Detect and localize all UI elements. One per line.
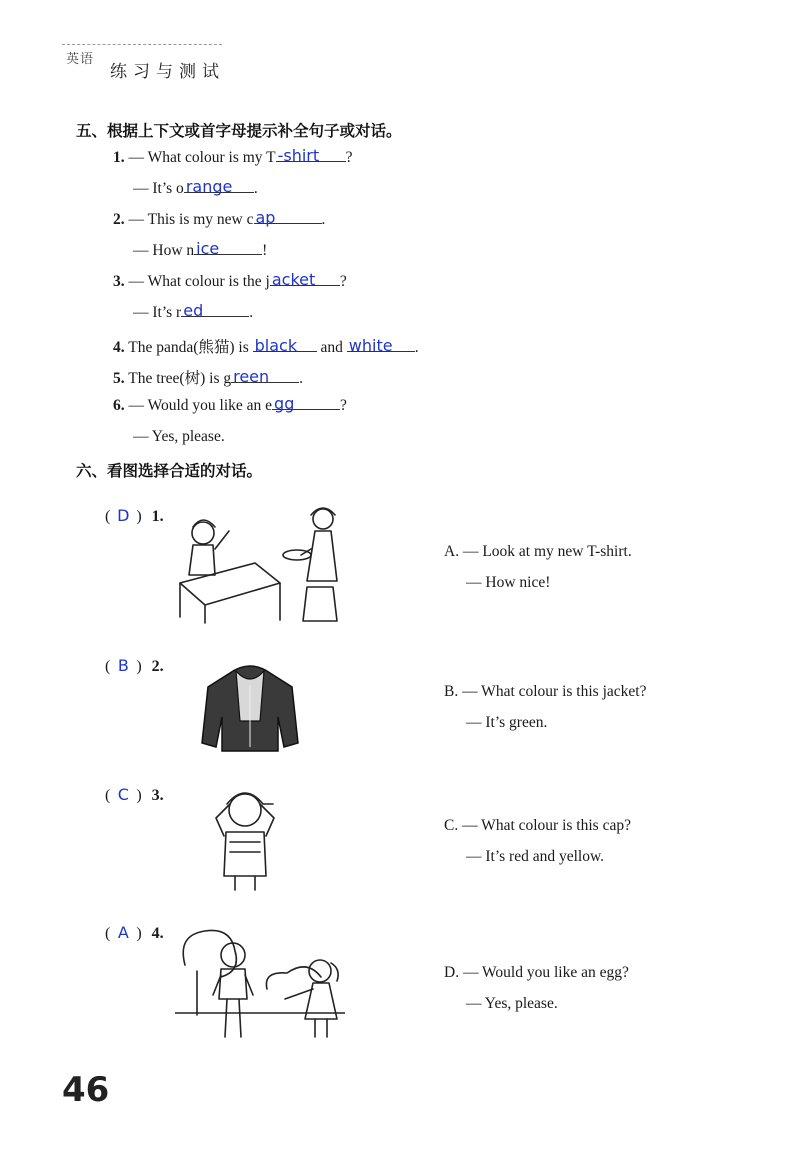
q2-blank-a[interactable]: ap: [254, 223, 322, 224]
q1-line-a: 1. — What colour is my T -shirt ?: [113, 146, 353, 166]
picture-table-plate-scene: [175, 505, 355, 625]
q3-blank-b[interactable]: ed: [181, 316, 249, 317]
q6-line-a: 6. — Would you like an e gg ?: [113, 394, 347, 414]
choice-1-answer[interactable]: D: [117, 506, 130, 525]
q3-line-a: 3. — What colour is the j acket ?: [113, 270, 347, 290]
option-d-line1: D. — Would you like an egg?: [444, 964, 629, 981]
choice-4: ( A ) 4.: [105, 923, 164, 942]
choice-4-answer[interactable]: A: [117, 923, 129, 942]
q4-blank-1[interactable]: black: [253, 351, 317, 352]
q1-blank-a[interactable]: -shirt: [276, 161, 346, 162]
q5-line: 5. The tree(树) is g reen .: [113, 367, 303, 387]
option-a-line2: — How nice!: [466, 574, 551, 591]
q6-line-b: — Yes, please.: [133, 428, 225, 445]
q2-line-a: 2. — This is my new c ap .: [113, 208, 326, 228]
header-subject-tag: 英语: [66, 52, 95, 67]
q1-line-b: — It’s o range .: [133, 177, 258, 197]
q2-line-b: — How n ice !: [133, 239, 268, 259]
q1-blank-b[interactable]: range: [184, 192, 254, 193]
option-c-line1: C. — What colour is this cap?: [444, 817, 631, 834]
q5-blank[interactable]: reen: [231, 382, 299, 383]
q4-line: 4. The panda(熊猫) is black and white .: [113, 336, 419, 356]
option-b-line1: B. — What colour is this jacket?: [444, 683, 647, 700]
picture-boy-girl-outdoors: [175, 925, 345, 1045]
choice-2: ( B ) 2.: [105, 656, 164, 675]
choice-1: ( D ) 1.: [105, 506, 164, 525]
picture-jacket: [200, 655, 300, 755]
q6-blank-a[interactable]: gg: [272, 409, 340, 410]
section5-heading: 五、根据上下文或首字母提示补全句子或对话。: [76, 122, 402, 140]
q4-blank-2[interactable]: white: [347, 351, 415, 352]
choice-3: ( C ) 3.: [105, 785, 164, 804]
option-c-line2: — It’s red and yellow.: [466, 848, 605, 865]
picture-boy-with-cap: [200, 780, 290, 892]
option-b-line2: — It’s green.: [466, 714, 548, 731]
option-d-line2: — Yes, please.: [466, 995, 558, 1012]
q3-blank-a[interactable]: acket: [270, 285, 340, 286]
section6-heading: 六、看图选择合适的对话。: [76, 462, 263, 480]
option-a-line1: A. — Look at my new T-shirt.: [444, 543, 632, 560]
q2-blank-b[interactable]: ice: [194, 254, 262, 255]
choice-3-answer[interactable]: C: [117, 785, 129, 804]
page-number: 46: [62, 1070, 110, 1110]
header-book-title: 练习与测试: [110, 62, 225, 82]
q3-line-b: — It’s r ed .: [133, 301, 254, 321]
choice-2-answer[interactable]: B: [117, 656, 129, 675]
